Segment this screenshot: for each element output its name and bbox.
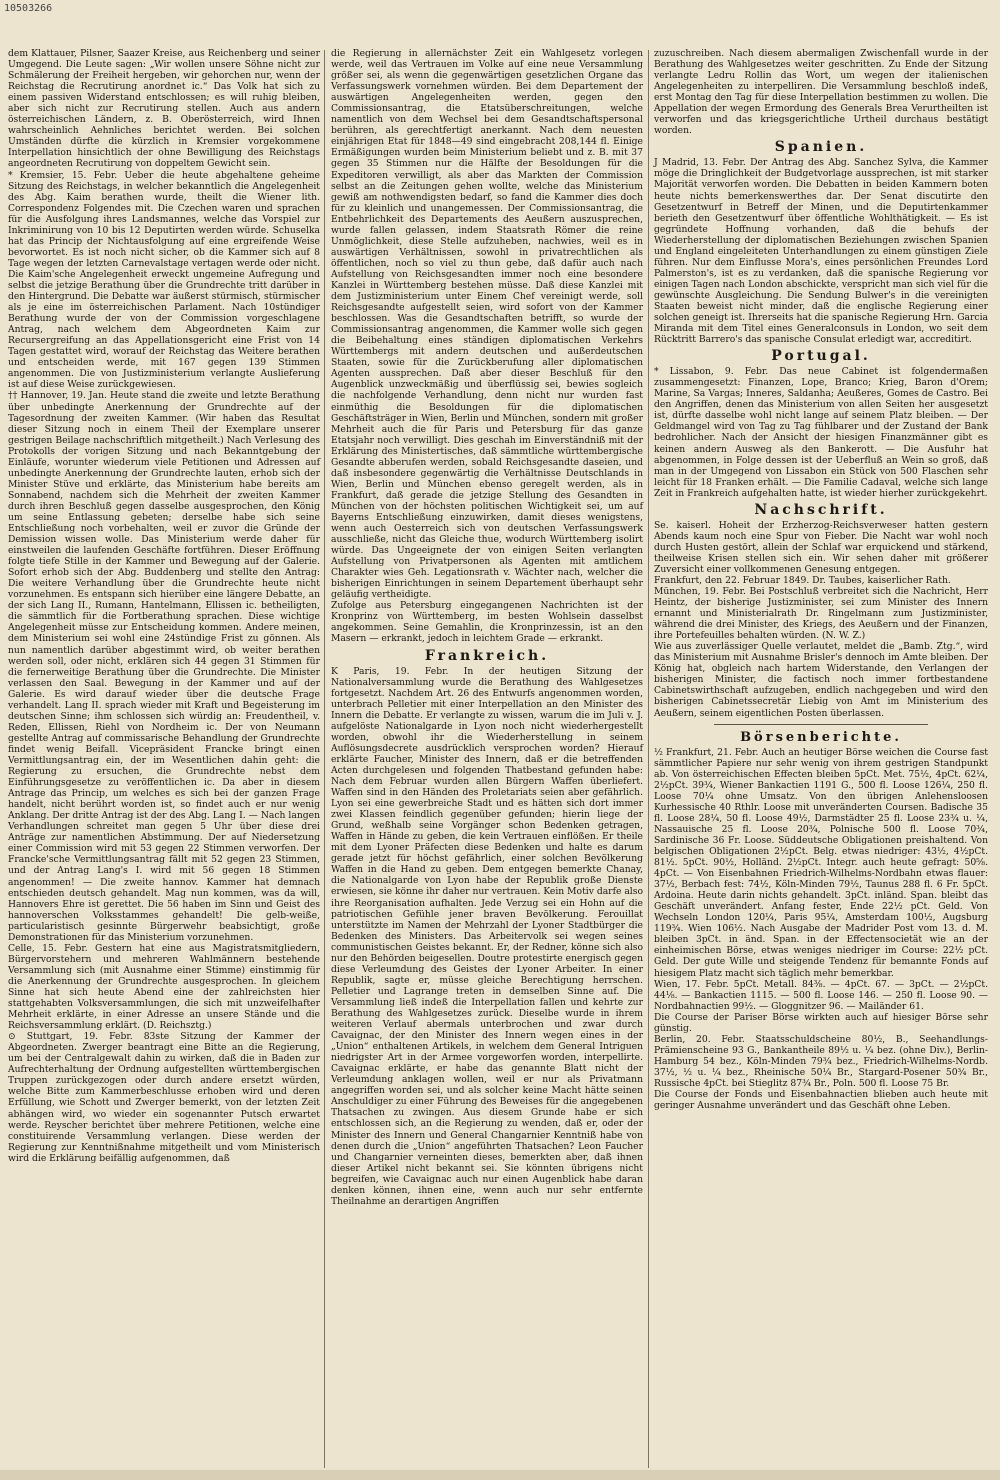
section-heading-spanien: Spanien. [774,139,868,156]
article-nachschrift: Se. kaiserl. Hoheit der Erzherzog-Reichsverweser hatten gestern Abends kaum noch eine Spur von Fieber. Die Nacht war wohl noch durch Husten gestört, allein der Schlaf war erquickend und stärkend, theilweise Krisen stellen sich ein. Wir sehen daher mit größerer Zuversicht einer vollkommenen Genesung entgegen. Frankfurt, den 22. Februar 1849. Dr. Taubes, kaiserlicher Rath. [654,519,988,586]
article-lissabon: * Lissabon, 9. Febr. Das neue Cabinet ist folgendermaßen zusammengesetzt: Finanzen, Lope, Branco; Krieg, Baron d'Orem; Marine, Sa Vargas; Inneres, Saldanha; Aeußeres, Gomes de Castro. Bei den Angriffen, denen das Ministerium von allen Seiten her ausgesetzt ist, dürfte dasselbe wohl nicht lange auf seinem Platz bleiben. — Der Geldmangel wird von Tag zu Tag fühlbarer und der Zustand der Bank bedrohlicher. Nach der Ansicht der hiesigen Finanzmänner gibt es keinen andern Ausweg als den Bankerott. — Die Ausfuhr hat abgenommen, in Folge dessen ist der Ueberfluß an Wein so groß, daß man in der Umgegend von Lissabon ein Stück von 500 Flaschen sehr leicht für 18 Franken erhält. — Die Familie Cadaval, welche sich lange Zeit in Frankreich aufgehalten hatte, ist wieder hierher zurückgekehrt. [654,366,988,499]
article-petersburg: Zufolge aus Petersburg eingegangenen Nachrichten ist der Kronprinz von Württemberg, im besten Wohlsein dasselbst angekommen. Seine Gemahlin, die Kronprinzessin, ist an den Masern — erkrankt, jedoch in leichtem Grade — erkrankt. [331,600,643,645]
section-heading-nachschrift: Nachschrift. [754,501,888,518]
section-heading-frankreich: Frankreich. [424,647,550,664]
article-stuttgart: ⊙ Stuttgart, 19. Febr. 83ste Sitzung der Kammer der Abgeordneten. Zwerger beantragt eine Bitte an die Regierung, um bei der Centralgewalt dahin zu wirken, daß die in Baden zur Aufrechterhaltung der Ordnung aufgestellten württembergischen Truppen zurückgezogen oder durch andere ersetzt würden, welche Bitte zum Kammerbeschlusse erhoben wird und deren Erfüllung, wie Schott und Zwerger bemerkt, von der letzten Zeit abhängen wird, wo wieder ein sogenannter Putsch erwartet werde. Reyscher berichtet über mehrere Petitionen, welche eine constituirende Versammlung verlangen. Diese werden der Regierung zur Kenntnißnahme mitgetheilt und vom Ministerisch wird die Erklärung beifällig aufgenommen, daß [8,1031,320,1164]
article-berlin-boerse: Berlin, 20. Febr. Staatsschuldscheine 80½, B., Seehandlungs-Prämienscheine 93 G., Bankantheile 89½ u. ¼ bez. (ohne Div.), Berlin-Hamburg 54 bez., Köln-Minden 79¾ bez., Friedrich-Wilhelms-Nordb. 37½, ½ u. ¼ bez., Rheinische 50¼ Br., Stargard-Posener 50¾ Br., Russische 4pCt. bei Stieglitz 87¾ Br., Poln. 500 fl. Loose 75 Br. Die Course der Fonds und Eisenbahnactien blieben auch heute mit geringer Ausnahme unverändert und das Geschäft ohne Leben. [654,1033,988,1112]
article-paris: K Paris, 19. Febr. In der heutigen Sitzung der Nationalversammlung wurde die Berathung des Wahlgesetzes fortgesetzt. Nachdem Art. 26 des Entwurfs angenommen worden, unterbrach Pelletier mit einer Interpellation an den Minister des Innern die Debatte. Er verlangte zu wissen, warum die im Juli v. J. aufgelöste Nationalgarde in Lyon noch nicht wiederhergestellt worden, obwohl ihr die Wiederherstellung in seinem Auflösungsdecrete ausdrücklich versprochen worden? Hierauf erklärte Faucher, Minister des Innern, daß er die betreffenden Acten durchgelesen und folgenden Thatbestand gefunden habe: Nach dem Februar wurden allen Bürgern Waffen überliefert. Waffen sind in den Händen des Proletariats seien aber gefährlich. Lyon sei eine gewerbreiche Stadt und es hätten sich dort immer zwei Klassen feindlich gegenüber gefunden; hierin liege der Grund, weßhalb seine Vorgänger schon Bedenken getragen, Waffen in Hände zu geben, die kein Vertrauen einflößen. Er theile mit dem Lyoner Präfecten diese Bedenken und halte es darum gerade jetzt für höchst gefährlich, einer solchen Bevölkerung Waffen in die Hand zu geben. Dem entgegen bemerkte Chanay, die Nationalgarde von Lyon habe der Republik große Dienste erwiesen, sie könne ihr daher nur vertrauen. Kein Motiv darfe also ihre Reorganisation aufhalten. Jede Verzug sei ein Hohn auf die patriotischen Gefühle jener braven Bevölkerung. Ferouillat unterstützte im Namen der Mehrzahl der Lyoner Stadtbürger die Bedenken des Ministers. Das Arbeitervolk sei wegen seines communistischen Geistes bekannt. Er, der Redner, könne sich also nur den Behörden beigesellen. Doutre protestirte energisch gegen diese Verleumdung des Geistes der Lyoner Arbeiter. In einer Republik, sagte er, müsse gleiche Berechtigung herrschen. Pelletier und Lagrange treten in demselben Sinne auf. Die Versammlung ließ indeß die Interpellation fallen und kehrte zur Berathung des Wahlgesetzes zurück. Dieselbe wurde in ihrem weiteren Verlauf abermals unterbrochen und zwar durch Cavaignac, der den Minister des Innern wegen eines in der „Union“ enthaltenen Artikels, in welchem dem General Intriguen niedrigster Art in der Armee vorgeworfen worden, interpellirte. Cavaignac erklärte, er habe das genannte Blatt nicht der Verleumdung anklagen wollen, weil er nur als Privatmann angegriffen worden sei, und als solcher keine Macht hätte seinen Anschuldiger zu einer Führung des Beweises für die angegebenen Thatsachen zu zwingen. Aus diesem Grunde habe er sich entschlossen sich, an die Regierung zu wenden, daß er, oder der Minister des Innern und General Changarnier Kenntniß habe von denen durch die „Union“ angeführten Thatsachen? Leon Faucher und Changarnier verneinten dieses, bemerkten aber, daß ihnen dieser Artikel nicht bekannt sei. Sie könnten übrigens nicht begreifen, wie Cavaignac auch nur einen Augenblick habe daran denken können, ihnen eine, wenn auch nur sehr entfernte Theilnahme an derartigen Angriffen [331,665,643,1207]
article-paragraph: dem Klattauer, Pilsner, Saazer Kreise, aus Reichenberg und seiner Umgegend. Die Leute sagen: „Wir wollen unsere Söhne nicht zur Schmälerung der Freiheit hergeben, wir gehorchen nur, wenn der Reichstag die Recrutirung anordnet ic.“ Das Volk hat sich zu einem passiven Widerstand entschlossen; es will ruhig bleiben, aber sich nicht zur Recrutirung stellen. Auch aus andern österreichischen Ländern, z. B. Oberösterreich, wird Ihnen wahrscheinlich Aehnliches berichtet werden. Bei solchen Umständen dürfte die kürzlich in Kremsier vorgekommene Interpellation hinsichtlich der ohne Bewilligung des Reichstags angeordneten Recrutirung von doppeltem Gewicht sein. [8,48,320,170]
article-muenchen: München, 19. Febr. Bei Postschluß verbreitet sich die Nachricht, Herr Heintz, der bisherige Justizminister, sei zum Minister des Innern ernannt und Ministerialrath Dr. Ringelmann zum Justizminister, während die drei Minister, des Kriegs, des Aeußern und der Finanzen, ihre Portefeuilles behalten würden. (N. W. Z.) Wie aus zuverlässiger Quelle verlautet, meldet die „Bamb. Ztg.“, wird das Ministerium mit Ausnahme Brisler's dennoch im Amte bleiben. Der König hat, obgleich nach hartem Widerstande, den Verlangen der bisherigen Minister, die factisch noch immer fortbestandene Cabinetswirthschaft aufzugeben, endlich nachgegeben und wird den bisherigen Cabinetssecretär Liebig von Amt im Ministerium des Aeußern, seinem eigentlichen Posten überlassen. [654,586,988,719]
article-celle: Celle, 15. Febr. Gestern hat eine aus Magistratsmitgliedern, Bürgervorstehern und mehreren Wahlmännern bestehende Versammlung sich (mit Ausnahme einer Stimme) einstimmig für die Anerkennung der Grundrechte ausgesprochen. In gleichem Sinne hat sich heute Abend eine der zahlreichsten hier stattgehabten Volksversammlungen, die sich mit unzweifelhafter Mehrheit erklärte, in einer Adresse an unsere Stände und die Reichsversammlung erklärt. (D. Reichsztg.) [8,942,320,1032]
column-rule [324,50,325,1468]
article-madrid: J Madrid, 13. Febr. Der Antrag des Abg. Sanchez Sylva, die Kammer möge die Dringlichkeit der Budgetvorlage aussprechen, ist mit starker Majorität verworfen worden. Die Debatten in beiden Kammern boten heute nichts bemerkenswerthes dar. Der Senat discutirte den Gesetzentwurf in Betreff der Minen, und die Deputirtenkammer berieth den Gesetzentwurf über öffentliche Wohlthätigkeit. — Es ist gegründete Hoffnung vorhanden, daß die behufs der Wiederherstellung der diplomatischen Beziehungen zwischen Spanien und England eingeleiteten Unterhandlungen zu einem günstigen Ziele führen. Nur dem Einflusse Mora's, eines persönlichen Freundes Lord Palmerston's, ist es zu verdanken, daß die spanische Regierung vor einigen Tagen nach London abschickte, verspricht man sich viel für die gewünschte Ausgleichung. Die Sendung Bulwer's in die vereinigten Staaten beweist nicht minder, daß die englische Regierung einer solchen geneigt ist. Ihrerseits hat die spanische Regierung Hrn. Garcia Miranda mit dem Titel eines Generalconsuls in London, wo seit dem Rücktritt Barrero's das spanische Consulat erledigt war, accreditirt. [654,157,988,346]
column-3 [654,48,988,1111]
article-kremsier: * Kremsier, 15. Febr. Ueber die heute abgehaltene geheime Sitzung des Reichstags, in welcher bekanntlich die Angelegenheit des Abg. Kaim berathen wurde, theilt die Wiener lith. Correspondenz Folgendes mit. Die Czechen waren und sprachen für die Ausfolgung ihres Landsmannes, welche das Vorspiel zur Inkriminirung von 10 bis 12 Deputirten werden würde. Schuselka hat das Princip der Nichtausfolgung auf eine ergreifende Weise bevorwortet. Es ist noch nicht sicher, ob die Kammer sich auf 8 Tage wegen der letzten Carnevalstage vertagen werde oder nicht. Die Kaim'sche Angelegenheit erweckt ungemeine Aufregung und selbst die jetzige Berathung über die Grundrechte tritt darüber in den Hintergrund. Die Debatte war äußerst stürmisch, stürmischer als je eine im österreichischen Parlament. Nach 10stündiger Berathung wurde der von der Commission vorgeschlagene Antrag, nach welchem dem Abgeordneten Kaim zur Recursergreifung an das Appellationsgericht eine Frist von 14 Tagen gestattet wird, worauf der Reichstag das Weitere berathen und entscheiden werde, mit 167 gegen 139 Stimmen angenommen. Die von Justizministerium verlangte Auslieferung ist auf diese Weise zurückgewiesen. [8,169,320,391]
section-heading-boersenberichte: Börsenberichte. [740,729,902,745]
section-heading-portugal: Portugal. [771,348,871,365]
article-paragraph: die Regierung in allernächster Zeit ein Wahlgesetz vorlegen werde, weil das Vertrauen im Volke auf eine neue Versammlung größer sei, als wenn die gegenwärtigen gesetzlichen Organe das Verfassungswerk vornehmen würden. Bei dem Departement der auswärtigen Angelegenheiten werden, gegen den Commissionsantrag, die Etatsüberschreitungen, welche namentlich von dem Wechsel bei dem Gesandtschaftspersonal berühren, als gerechtfertigt anerkannt. Nach dem neuesten einjährigen Etat für 1848—49 sind eingebracht 208,144 fl. Einige Ermäßigungen wurden beim Ministerium beliebt und z. B. mit 37 gegen 35 Stimmen nur die Hälfte der Besoldungen für die Expeditoren verwilligt, als aber das Markten der Commission selbst an die Zeitungen gehen wollte, welche das Ministerium gewiß am nothwendigsten bedarf, so fand die Kammer dies doch für zu kleinlich und unangemessen. Der Commissionsantrag, die Entbehrlichkeit des Departements des Aeußern auszusprechen, wurde fallen gelassen, indem Staatsrath Römer die reine Unmöglichkeit, diese Stelle aufzuheben, nachwies, weil es in auswärtigen Verhältnissen, sowohl in privatrechtlichen als öffentlichen, noch so viel zu thun gebe, daß dafür auch nach Aufstellung von Reichsgesandten immer noch eine besondere Kanzlei in Württemberg bestehen müsse. Daß diese Kanzlei mit dem Justizministerium unter Einem Chef vereinigt werde, soll Reichsgesandte aufgestellt seien, wird sofort von der Kammer beschlossen. Was die Gesandtschaften betrifft, so wurde der Commissionsantrag angenommen, die Kammer wolle sich gegen die Beibehaltung eines ständigen diplomatischen Verkehrs Württembergs mit andern deutschen und außerdeutschen Staaten, sowie für die Zurückberufung aller diplomatischen Agenten aussprechen. Daß aber dieser Beschluß für den Augenblick unzweckmäßig und überflüssig sei, bewies sogleich die nachfolgende Verhandlung, denn nicht nur wurden fast einmüthig die Besoldungen für die diplomatischen Geschäftsträger in Wien, Berlin und München, sondern mit großer Mehrheit auch die für Paris und Petersburg für das ganze Etatsjahr noch verwilligt. Dies geschah im Einverständniß mit der Erklärung des Ministertisches, daß sämmtliche württembergische Gesandte abberufen werden, sobald Reichsgesandte daseien, und daß insbesondere gegenwärtig die Verhältnisse Deutschlands in Wien, Berlin und München ebenso geregelt werden, als in Frankfurt, daß gerade die jetzige Stellung des Gesandten in München von der höchsten politischen Wichtigkeit sei, um auf Bayerns Entschließung einzuwirken, damit dieses wenigstens, wenn auch Oesterreich sich von deutschen Verfassungswerk ausschließe, nicht das Gleiche thue, wodurch Württemberg isolirt würde. Das Ungeeignete der von einigen Seiten verlangten Aufstellung von Privatpersonen als Agenten mit amtlichem Charakter wies Geh. Legationsrath v. Wächter nach, welcher die bisherigen Einrichtungen in seinem Departement überhaupt sehr geläufig vertheidigte. [331,48,643,601]
article-frankfurt-boerse: ½ Frankfurt, 21. Febr. Auch an heutiger Börse weichen die Course fast sämmtlicher Papiere nur sehr wenig von ihrem gestrigen Standpunkt ab. Von österreichischen Effecten bleiben 5pCt. Met. 75½, 4pCt. 62¼, 2½pCt. 39¾, Wiener Bankactien 1191 G., 500 fl. Loose 126¼, 250 fl. Loose 70¼ ohne Umsatz. Von den übrigen Anlehensloosen Kurhessische 40 Rthlr. Loose mit unveränderten Coursen. Badische 35 fl. Loose 28¼, 50 fl. Loose 49½, Darmstädter 25 fl. Loose 23¾ u. ¼, Nassauische 25 fl. Loose 20¾, Polnische 500 fl. Loose 70¾, Sardinische 36 Fr. Loose. Süddeutsche Obligationen preishaltend. Von belgischen Obligationen 2½pCt. Belg. etwas niedriger: 43½, 4½pCt. 81½. 5pCt. 90½, Holländ. 2½pCt. Integr. auch heute gefragt: 50⅝. 4pCt. — Von Eisenbahnen Friedrich-Wilhelms-Nordbahn etwas flauer: 37½, Berbach fest: 74½, Köln-Minden 79½, Taunus 288 fl. 6 Fr. 5pCt. Ardoina. Heute darin nichts gehandelt. 3pCt. inländ. Span. bleibt das Geschäft unverändert. Anfang fester, Ende 22½ pCt. Geld. Von Wechseln London 120¼, Paris 95¼, Amsterdam 100½, Augsburg 119¾. Wien 106½. Nach Ausgabe der Madrider Post vom 13. d. M. bleiben 3pCt. in änd. Span. in der Effectensocietät wie an der einheimischen Börse, etwas weniges niedriger im Course: 22½ pCt. Geld. Der gute Wille und steigende Tendenz für bemannte Fonds auf hiesigem Platz macht sich täglich mehr bemerkbar. [654,746,988,979]
article-hannover: †† Hannover, 19. Jan. Heute stand die zweite und letzte Berathung über unbedingte Anerkennung der Grundrechte auf der Tagesordnung der zweiten Kammer. (Wir haben das Resultat dieser Sitzung noch in einem Theil der Exemplare unserer gestrigen Beilage nachschriftlich mitgetheilt.) Nach Verlesung des Protokolls der vorigen Sitzung und nach Bekanntgebung der Einläufe, worunter wiederum viele Petitionen und Adressen auf unbedingte Anerkennung der Grundrechte lauten, erhob sich der Minister Stüve und erklärte, das Ministerium habe bereits am Sonnabend, nachdem sich die Mehrheit der zweiten Kammer durch ihren Beschluß gegen dasselbe ausgesprochen, den König um seine Entlassung gebeten; derselbe habe sich seine Entschließung noch vorbehalten, weil er zuvor die Gründe der Demission wissen wolle. Das Ministerium werde daher für einstweilen die laufenden Geschäfte fortführen. Dieser Eröffnung folgte tiefe Stille in der Kammer und Bewegung auf der Galerie. Sofort erhob sich der Abg. Buddenberg und stellte den Antrag: Die weitere Verhandlung über die Grundrechte heute nicht vorzunehmen. Es entspann sich hierüber eine längere Debatte, an der sich Lang II., Rumann, Hantelmann, Ellissen ic. betheiligten, die sämmtlich für die Fortberathung sprachen. Diese wichtige Angelegenheit müsse zur Entscheidung kommen. Andere meinen, dem Ministerium sei wohl eine 24stündige Frist zu gönnen. Als nun namentlich darüber abgestimmt wird, ob weiter berathen werden soll, oder nicht, erklären sich 44 gegen 31 Stimmen für die fernerweitige Berathung über die Grundrechte. Die Minister verlassen den Saal. Bewegung in der Kammer und auf der Galerie. Es wird darauf wieder über die deutsche Frage verhandelt. Lang II. sprach wieder mit Kraft und Begeisterung im deutschen Sinne; ihm schlossen sich würdig an: Freudentheil, v. Reden, Ellissen, Riehl von Nordheim ic. Der von Neumann gestellte Antrag auf commissarische Behandlung der Grundrechte findet wenig Beifall. Vicepräsident Francke bringt einen Vermittlungsantrag ein, der im Wesentlichen dahin geht: die Regierung zu ersuchen, die Grundrechte nebst dem Einführungsgesetze zu veröffentlichen ic. Da aber in diesem Antrage das Princip, um welches es sich bei der ganzen Frage handelt, nicht berührt worden ist, so findet auch er nur wenig Anklang. Der dritte Antrag ist der des Abg. Lang I. — Nach langen Verhandlungen schreitet man gegen 5 Uhr über diese drei Anträge zur namentlichen Abstimmung. Der auf Niedersetzung einer Commission wird mit 53 gegen 22 Stimmen verworfen. Der Francke'sche Vermittlungsantrag fällt mit 52 gegen 23 Stimmen, und der Antrag Lang's I. wird mit 56 gegen 18 Stimmen angenommen! — Die zweite hannov. Kammer hat demnach entschieden deutsch gehandelt. Mag nun kommen, was da will, Hannovers Ehre ist gerettet. Die 56 haben im Sinn und Geist des hannoverschen Volksstammes gehandelt! Die gelb-weiße, particularistisch gesinnte Bürgerwehr beabsichtigt, große Demonstrationen für das Ministerium vorzunehmen. [8,390,320,943]
divider [714,724,928,725]
article-paragraph: zuzuschreiben. Nach diesem abermaligen Zwischenfall wurde in der Berathung des Wahlgesetzes weiter geschritten. Zu Ende der Sitzung verlangte Ledru Rollin das Wort, um wegen der italienischen Angelegenheiten zu interpelliren. Die Versammlung beschloß indeß, erst Montag den Tag für diese Interpellation bestimmen zu wollen. Die Appellation der wegen Ermordung des Generals Brea Verurtheilten ist verworfen und das kriegsgerichtliche Urtheil durchaus bestätigt worden. [654,48,988,137]
column-2 [331,48,643,1207]
page-edge [0,1470,1000,1480]
column-rule [648,50,649,1468]
article-wien-boerse: Wien, 17. Febr. 5pCt. Metall. 84⅜. — 4pCt. 67. — 3pCt. — 2½pCt. 44⅛. — Bankactien 1115. — 500 fl. Loose 146. — 250 fl. Loose 90. — Nordbahnactien 99½. — Gloggnitzer 96. — Mailänder 61. Die Course der Pariser Börse wirkten auch auf hiesiger Börse sehr günstig. [654,978,988,1034]
scan-id: 10503266 [4,3,53,14]
column-1 [8,48,320,1164]
